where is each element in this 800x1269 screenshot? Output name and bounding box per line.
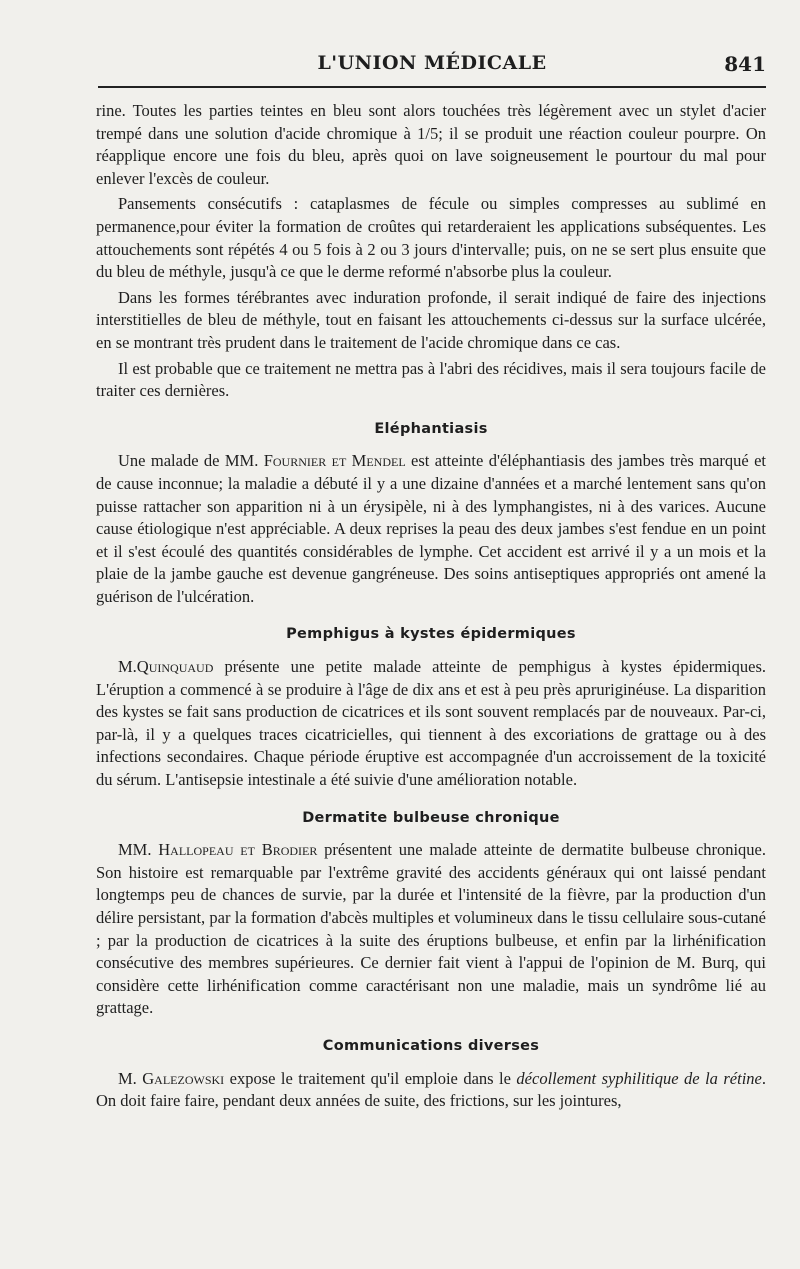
paragraph: Pansements consécutifs : cataplasmes de fécule ou simples compresses au sublimé en permanence,pour éviter la formation de croûtes qui retarderaient les applications subséquentes. Les attouchements sont répétés 4 ou 5 fois à 2 ou 3 jours d'intervalle; puis, on ne se sert plus ensuite que du bleu de méthyle, jusqu'à ce que le derme reformé n'absorbe plus la couleur. <box>96 194 766 282</box>
lead-text: M. <box>118 1068 137 1088</box>
paragraph: Il est probable que ce traitement ne mettra pas à l'abri des récidives, mais il sera toujours facile de traiter ces dernières. <box>96 358 766 401</box>
running-title: L'UNION MÉDICALE <box>317 52 547 74</box>
page-header <box>98 46 766 88</box>
section-heading-dermatite: Dermatite bulbeuse chronique <box>302 809 560 826</box>
author-names: Hallopeau et Brodier <box>158 840 318 860</box>
paragraph <box>96 450 766 608</box>
paragraph <box>96 839 766 1020</box>
paragraph: rine. Toutes les parties teintes en bleu sont alors touchées très légèrement avec un stylet d'acier trempé dans une solution d'acide chromique à 1/5; il se produit une réaction couleur pourpre. On réapplique encore une fois du bleu, après quoi on lave soigneusement le pourtour du mal pour enlever l'excès de couleur. <box>96 101 766 188</box>
author-names: Quinquaud <box>136 657 214 677</box>
section-heading-pemphigus: Pemphigus à kystes épidermiques <box>286 626 576 643</box>
paragraph <box>96 1068 766 1113</box>
paragraph <box>96 656 766 792</box>
paragraph-text: présente une petite malade atteinte de pemphigus à kystes épidermiques. L'éruption a commencé à se produire à l'âge de dix ans et est à peu près apruriginéuse. La disparition des kystes se fait sans production de cicatrices et ils sont souvent remplacés par de nouveaux. Par-ci, par-là, il y a quelques traces cicatricielles, qui tiennent à des excoriations de grattage ou à des infections secondaires. Chaque période éruptive est accompagnée d'un accroissement de la toxicité du sérum. L'antisepsie intestinale a été suivie d'une amélioration notable. <box>96 657 766 790</box>
author-names: Fournier et Mendel <box>263 451 406 471</box>
section-heading-communications: Communications diverses <box>322 1037 540 1054</box>
lead-text: MM. <box>118 840 152 860</box>
article-body <box>96 100 766 1113</box>
paragraph-text: . On doit faire faire, pendant deux années de suite, des frictions, sur les jointures, <box>96 1068 766 1111</box>
paragraph-text: expose le traitement qu'il emploie dans le <box>224 1068 517 1088</box>
section-heading-elephantiasis: Eléphantiasis <box>374 420 488 437</box>
page-number: 841 <box>724 52 766 76</box>
paragraph-text: présentent une malade atteinte de dermatite bulbeuse chronique. Son histoire est remarquable par l'extrême gravité des accidents généraux qui ont laissé pendant longtemps peu de chances de survie, par la durée et l'intensité de la fièvre, par la production d'un délire persistant, par la formation d'abcès multiples et volumineux dans le tissu cellulaire sous-cutané ; par la production de cicatrices à la suite des éruptions bulbeuse, et enfin par la lirhénification consécutive des membres supérieures. Ce dernier fait vient à l'appui de l'opinion de M. Burq, qui considère cette lirhénification comme caractérisant non une maladie, mais un syndrôme lié au grattage. <box>96 840 767 1018</box>
lead-text: Une malade de MM. <box>118 451 259 471</box>
lead-text: M. <box>118 657 137 677</box>
author-names: Galezowski <box>142 1068 225 1088</box>
italic-term: décollement syphilitique de la rétine <box>516 1068 762 1088</box>
paragraph: Dans les formes térébrantes avec induration profonde, il serait indiqué de faire des injections interstitielles de bleu de méthyle, tout en faisant les attouchements ci-dessus sur la surface ulcérée, en se montrant très prudent dans le traitement de l'acide chromique dans ce cas. <box>96 287 766 352</box>
paragraph-text: est atteinte d'éléphantiasis des jambes très marqué et de cause inconnue; la maladie a débuté il y a une dizaine d'années et a marché lentement sans qu'on puisse rattacher son apparition ni à un érysipèle, ni à des lymphangistes, ni à des varices. Aucune cause étiologique n'est appréciable. A deux reprises la peau des deux jambes s'est fendue en un point et il s'est écoulé des quantités considérables de lymphe. Cet accident est arrivé il y a un mois et la plaie de la jambe gauche est devenue gangréneuse. Des soins antiseptiques appropriés ont amené la guérison de l'ulcération. <box>96 451 766 606</box>
